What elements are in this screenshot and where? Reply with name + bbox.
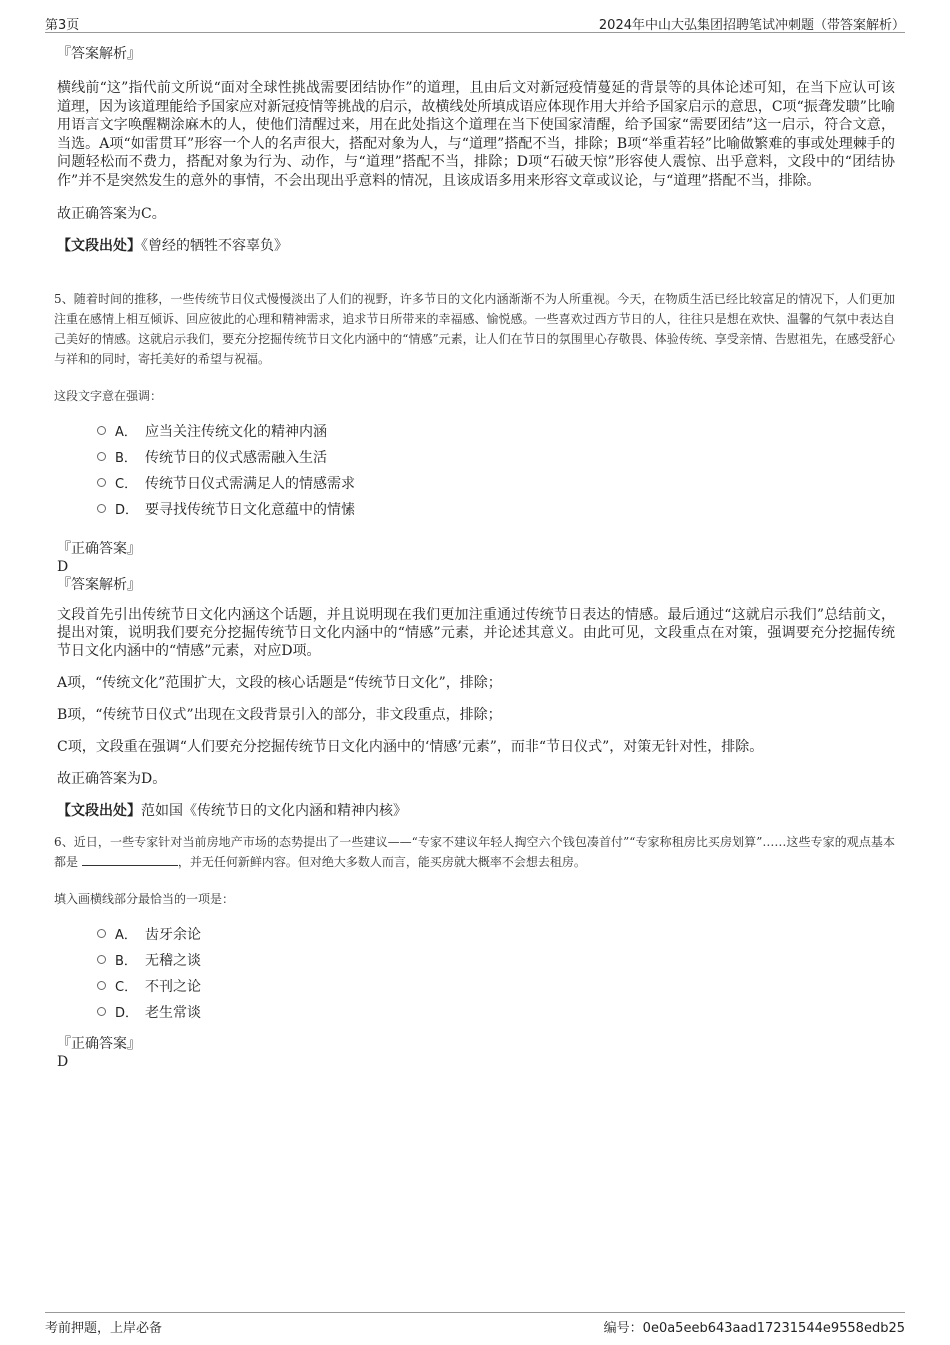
question-6-answer-label: 『正确答案』 [57,1035,141,1052]
question-6-option-b[interactable]: B． 无稽之谈 [97,947,895,973]
page-footer [45,1312,905,1335]
page-content [54,45,895,1071]
question-5-number: 5、 [54,291,74,306]
footer-slogan: 考前押题，上岸必备 [45,1321,163,1336]
question-5-text [54,289,895,369]
question-5-option-b[interactable]: B． 传统节日的仪式感需融入生活 [97,444,895,470]
question-5-analysis-b: B项，“传统节日仪式”出现在文段背景引入的部分，非文段重点，排除； [57,706,502,723]
prev-source-text: 《曾经的牺牲不容辜负》 [141,237,288,254]
radio-icon[interactable] [97,478,106,487]
radio-icon[interactable] [97,981,106,990]
question-5-analysis-a: A项，“传统文化”范围扩大，文段的核心话题是“传统节日文化”，排除； [57,674,502,691]
question-6-answer: D [57,1053,69,1070]
question-6-option-c[interactable]: C． 不刊之论 [97,973,895,999]
radio-icon[interactable] [97,426,106,435]
question-6-prompt: 填入画横线部分最恰当的一项是： [54,891,235,906]
question-5-answer: D [57,558,69,575]
question-5-answer-label: 『正确答案』 [57,540,141,557]
question-6-options [57,921,895,1025]
question-6-body-before: 近日，一些专家针对当前房地产市场的态势提出了一些建议——“专家不建议年轻人掏空六个钱包凑首付”“专家称租房比买房划算”……这些专家的观点基本都是 [54,834,895,869]
question-5-source [57,802,895,820]
question-5-body: 随着时间的推移，一些传统节日仪式慢慢淡出了人们的视野，许多节日的文化内涵渐渐不为人所重视。今天，在物质生活已经比较富足的情况下，人们更加注重在感情上相互倾诉、回应彼此的心理和精神需求，追求节日所带来的幸福感、愉悦感。一些喜欢过西方节日的人，往往只是想在欢快、温馨的气氛中表达自己美好的情感。这就启示我们，要充分挖掘传统节日文化内涵中的“情感”元素，让人们在节日的氛围里心存敬畏、体验传统、享受亲情、告慰祖先，在感受舒心与祥和的同时，寄托美好的希望与祝福。 [54,291,895,366]
radio-icon[interactable] [97,1007,106,1016]
answer-blank [82,853,178,866]
question-5-source-text: 范如国《传统节日的文化内涵和精神内核》 [141,802,407,819]
radio-icon[interactable] [97,504,106,513]
question-5-prompt: 这段文字意在强调： [54,388,163,403]
question-5-options [57,418,895,522]
prev-analysis: 横线前“这”指代前文所说“面对全球性挑战需要团结协作”的道理，且由后文对新冠疫情蔓延的背景等的具体论述可知，在当下应认可该道理，因为该道理能给予国家应对新冠疫情等挑战的启示，故横线处所填成语应体现作用大并给予国家启示的意思，C项“振聋发聩”比喻用语言文字唤醒糊涂麻木的人，使他们清醒过来，用在此处指这个道理在当下使国家清醒，给予国家“需要团结”这一启示，符合文意，当选。A项“如雷贯耳”形容一个人的名声很大，搭配对象为人，与“道理”搭配不当，排除；B项“举重若轻”比喻做繁难的事或处理棘手的问题轻松而不费力，搭配对象为行为、动作，与“道理”搭配不当，排除；D项“石破天惊”形容使人震惊、出乎意料，文段中的“团结协作”并不是突然发生的意外的事情，不会出现出乎意料的情况，且该成语多用来形容文章或议论，与“道理”搭配不当，排除。 [57,80,895,189]
prev-conclusion: 故正确答案为C。 [57,205,166,222]
question-5-source-label: 【文段出处】 [57,802,141,819]
page-number: 第3页 [45,18,80,33]
document-code: 编号：0e0a5eeb643aad17231544e9558edb25 [603,1321,905,1336]
question-6-number: 6、 [54,834,74,849]
question-6-option-d[interactable]: D． 老生常谈 [97,999,895,1025]
question-5-analysis-label: 『答案解析』 [57,576,141,593]
question-5-option-a[interactable]: A． 应当关注传统文化的精神内涵 [97,418,895,444]
question-5-option-c[interactable]: C． 传统节日仪式需满足人的情感需求 [97,470,895,496]
prev-source [57,237,895,255]
prev-analysis-label: 『答案解析』 [57,46,141,62]
page-header [45,12,905,33]
radio-icon[interactable] [97,452,106,461]
question-5-analysis: 文段首先引出传统节日文化内涵这个话题，并且说明现在我们更加注重通过传统节日表达的情感。最后通过“这就启示我们”总结前文，提出对策，说明我们要充分挖掘传统节日文化内涵中的“情感”元素，并论述其意义。由此可见，文段重点在对策，强调要充分挖掘传统节日文化内涵中的“情感”元素，对应D项。 [57,606,895,659]
question-6-body-after: ，并无任何新鲜内容。但对绝大多数人而言，能买房就大概率不会想去租房。 [177,854,586,869]
prev-source-label: 【文段出处】 [57,237,141,254]
radio-icon[interactable] [97,929,106,938]
question-6-option-a[interactable]: A． 齿牙余论 [97,921,895,947]
question-5-analysis-c: C项，文段重在强调“人们要充分挖掘传统节日文化内涵中的‘情感’元素”，而非“节日仪式”，对策无针对性，排除。 [57,738,764,755]
document-title: 2024年中山大弘集团招聘笔试冲刺题（带答案解析） [598,18,905,33]
question-5-conclusion: 故正确答案为D。 [57,770,167,787]
radio-icon[interactable] [97,955,106,964]
question-5-option-d[interactable]: D． 要寻找传统节日文化意蕴中的情愫 [97,496,895,522]
question-6-text [54,832,895,872]
